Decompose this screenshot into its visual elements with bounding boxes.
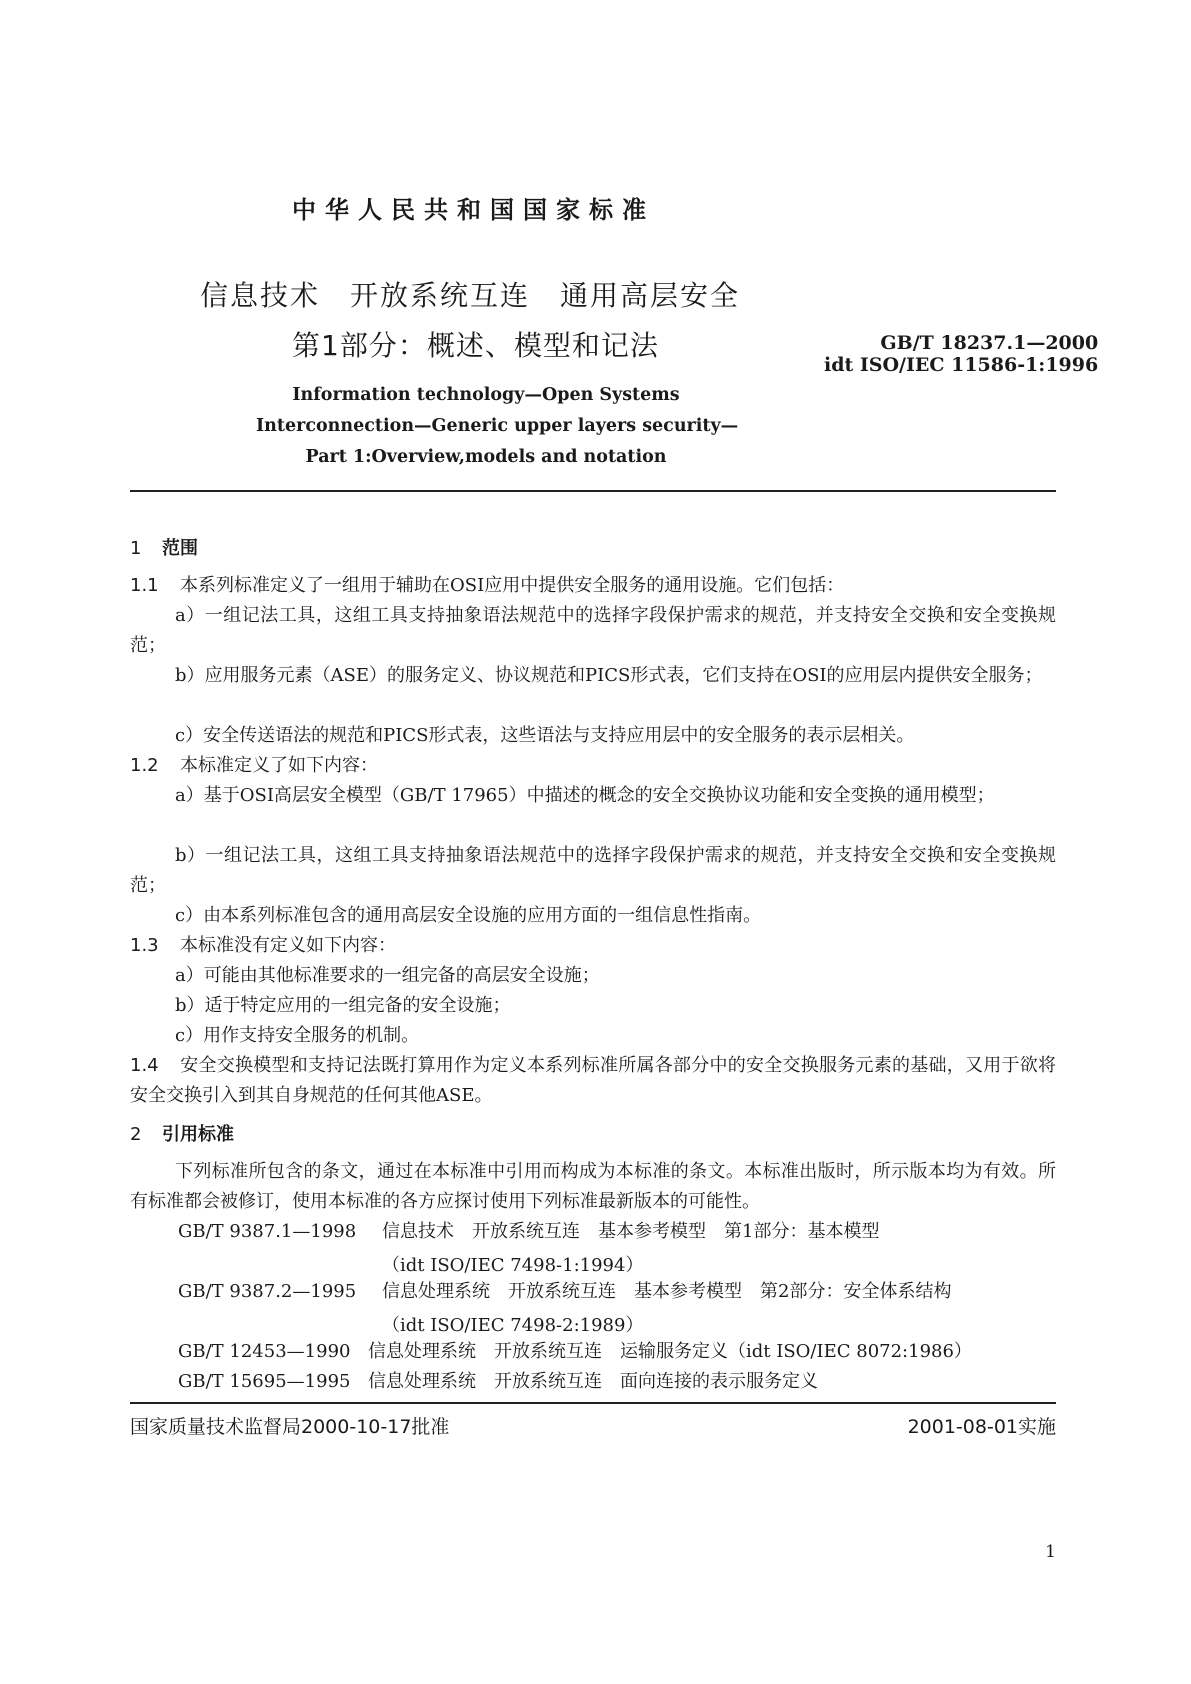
clause-1-2-c: c）由本系列标准包含的通用高层安全设施的应用方面的一组信息性指南。: [175, 905, 762, 926]
approval-date: 国家质量技术监督局2000-10-17批准: [130, 1416, 450, 1438]
reference-title: 信息处理系统 开放系统互连 运输服务定义（idt ISO/IEC 8072:1986）: [368, 1341, 972, 1362]
clause-1-3-c: c）用作支持安全服务的机制。: [175, 1025, 420, 1046]
reference-title: 信息技术 开放系统互连 基本参考模型 第1部分：基本模型: [382, 1221, 880, 1242]
section-2-intro: 下列标准所包含的条文，通过在本标准中引用而构成为本标准的条文。本标准出版时，所示版本均为有效。所有标准都会被修订，使用本标准的各方应探讨使用下列标准最新版本的可能性。: [130, 1161, 1056, 1212]
reference-title: 信息处理系统 开放系统互连 面向连接的表示服务定义: [368, 1371, 818, 1392]
national-standard-heading: 中华人民共和国国家标准: [292, 196, 655, 224]
clause-1-2-a: a）基于OSI高层安全模型（GB/T 17965）中描述的概念的安全交换协议功能和安全变换的通用模型；: [175, 785, 995, 806]
reference-item: [178, 1337, 972, 1367]
footer-divider: [130, 1402, 1056, 1404]
clause-1-4: [130, 1051, 1056, 1111]
section-2-heading: [130, 1120, 234, 1146]
reference-sub: （idt ISO/IEC 7498-2:1989）: [382, 1315, 644, 1336]
standard-code-line2: idt ISO/IEC 11586-1:1996: [824, 354, 1099, 376]
section-1-title: 范围: [162, 538, 198, 559]
title-en-line3: Part 1:Overview,models and notation: [305, 447, 667, 467]
reference-title: 信息处理系统 开放系统互连 基本参考模型 第2部分：安全体系结构: [382, 1281, 952, 1302]
clause-1-1-b: b）应用服务元素（ASE）的服务定义、协议规范和PICS形式表，它们支持在OSI的应用层内提供安全服务；: [175, 665, 1043, 686]
reference-code: GB/T 12453—1990: [178, 1341, 351, 1362]
clause-1-2: [130, 751, 1056, 781]
title-en: [256, 380, 739, 473]
section-2-number: 2: [130, 1124, 142, 1145]
clause-1-1-c: c）安全传送语法的规范和PICS形式表，这些语法与支持应用层中的安全服务的表示层相关。: [175, 725, 915, 746]
clause-1-1: [130, 571, 1056, 601]
title-cn-line1: 信息技术 开放系统互连 通用高层安全: [200, 279, 741, 312]
clause-text: 本标准没有定义如下内容：: [180, 935, 396, 956]
clause-number: 1.3: [130, 935, 159, 956]
section-1-heading: [130, 534, 198, 560]
clause-number: 1.4: [130, 1055, 159, 1076]
clause-1-2-b: b）一组记法工具，这组工具支持抽象语法规范中的选择字段保护需求的规范，并支持安全交换和安全变换规范；: [130, 845, 1056, 896]
reference-item: [178, 1217, 879, 1247]
title-en-line1: Information technology—Open Systems: [292, 385, 680, 405]
page-number: 1: [1045, 1542, 1056, 1562]
clause-text: 本系列标准定义了一组用于辅助在OSI应用中提供安全服务的通用设施。它们包括：: [180, 575, 845, 596]
title-en-line2: Interconnection—Generic upper layers security—: [256, 416, 739, 436]
clause-1-1-a: a）一组记法工具，这组工具支持抽象语法规范中的选择字段保护需求的规范，并支持安全交换和安全变换规范；: [130, 605, 1056, 656]
effective-date: 2001-08-01实施: [907, 1416, 1056, 1438]
header-divider: [130, 490, 1056, 492]
reference-code: GB/T 15695—1995: [178, 1371, 351, 1392]
title-cn-line2: 第1部分：概述、模型和记法: [292, 329, 659, 362]
clause-1-3-b: b）适于特定应用的一组完备的安全设施；: [175, 995, 511, 1016]
standard-code: [824, 332, 1098, 376]
clause-text: 安全交换模型和支持记法既打算用作为定义本系列标准所属各部分中的安全交换服务元素的基础，又用于欲将安全交换引入到其自身规范的任何其他ASE。: [130, 1055, 1056, 1106]
standard-code-line1: GB/T 18237.1—2000: [880, 332, 1099, 354]
section-2-title: 引用标准: [162, 1124, 234, 1145]
clause-1-3-a: a）可能由其他标准要求的一组完备的高层安全设施；: [175, 965, 600, 986]
reference-item: [178, 1277, 951, 1307]
clause-number: 1.2: [130, 755, 159, 776]
reference-code: GB/T 9387.1—1998: [178, 1221, 357, 1242]
clause-number: 1.1: [130, 575, 159, 596]
clause-1-3: [130, 931, 1056, 961]
reference-sub: （idt ISO/IEC 7498-1:1994）: [382, 1255, 644, 1276]
section-1-number: 1: [130, 538, 142, 559]
clause-text: 本标准定义了如下内容：: [180, 755, 378, 776]
reference-item: [178, 1367, 818, 1397]
reference-code: GB/T 9387.2—1995: [178, 1281, 357, 1302]
